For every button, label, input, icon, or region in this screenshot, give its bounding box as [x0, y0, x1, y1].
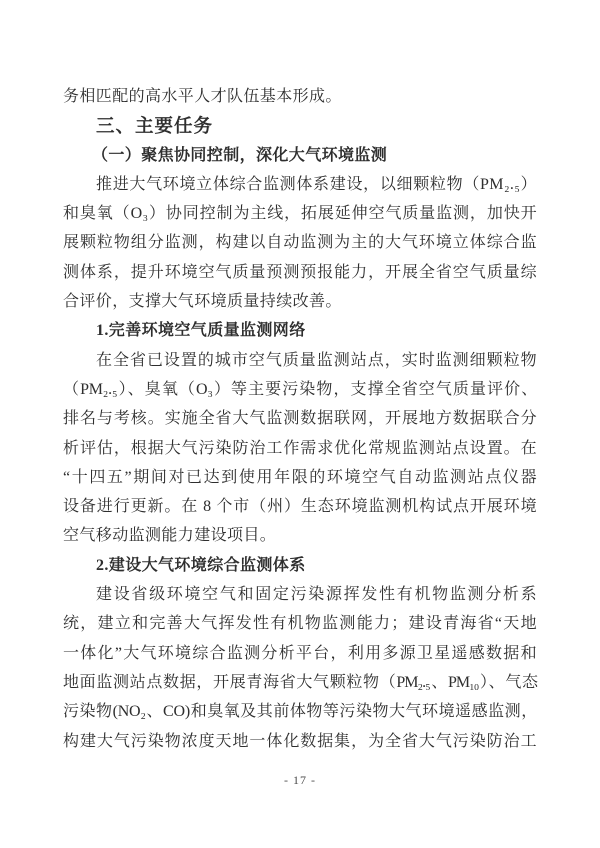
doc-line: 地面监测站点数据，开展青海省大气颗粒物（PM₂.₅、PM₁₀）、气态 — [63, 673, 537, 691]
doc-line: 测体系，提升环境空气质量预测预报能力，开展全省空气质量综 — [63, 263, 537, 281]
page-body — [63, 82, 537, 756]
section-heading-level1: 三、主要任务 — [96, 115, 214, 137]
section-heading-level3: 1.完善环境空气质量监测网络 — [96, 322, 306, 340]
doc-line: 在全省已设置的城市空气质量监测站点，实时监测细颗粒物 — [96, 351, 537, 369]
doc-line: 析评估，根据大气污染防治工作需求优化常规监测站点设置。在 — [63, 439, 537, 457]
doc-line: 建设省级环境空气和固定污染源挥发性有机物监测分析系 — [96, 586, 537, 604]
page-number: - 17 - — [284, 773, 316, 787]
section-heading-level3: 2.建设大气环境综合监测体系 — [96, 556, 306, 574]
doc-line: 构建大气污染物浓度天地一体化数据集，为全省大气污染防治工 — [63, 732, 537, 750]
doc-line: 合评价，支撑大气环境质量持续改善。 — [63, 293, 342, 311]
section-heading-level2: （一）聚焦协同控制，深化大气环境监测 — [92, 146, 388, 164]
doc-line: 排名与考核。实施全省大气监测数据联网，开展地方数据联合分 — [63, 410, 537, 428]
doc-line: 污染物(NO₂、CO)和臭氧及其前体物等污染物大气环境遥感监测， — [63, 703, 537, 721]
doc-line: 和臭氧（O₃）协同控制为主线，拓展延伸空气质量监测，加快开 — [63, 205, 537, 223]
doc-line: 展颗粒物组分监测，构建以自动监测为主的大气环境立体综合监 — [63, 234, 537, 252]
doc-line: 务相匹配的高水平人才队伍基本形成。 — [63, 88, 342, 105]
doc-line: 设备进行更新。在 8 个市（州）生态环境监测机构试点开展环境 — [63, 498, 537, 516]
doc-line: 统，建立和完善大气挥发性有机物监测能力；建设青海省“天地 — [63, 615, 537, 633]
doc-line: 推进大气环境立体综合监测体系建设，以细颗粒物（PM₂.₅） — [96, 175, 537, 193]
doc-line: （PM₂.₅）、臭氧（O₃）等主要污染物，支撑全省空气质量评价、 — [63, 380, 537, 398]
doc-line: 一体化”大气环境综合监测分析平台，利用多源卫星遥感数据和 — [63, 644, 537, 662]
doc-line: “十四五”期间对已达到使用年限的环境空气自动监测站点仪器 — [63, 468, 537, 486]
doc-line: 空气移动监测能力建设项目。 — [63, 527, 277, 545]
